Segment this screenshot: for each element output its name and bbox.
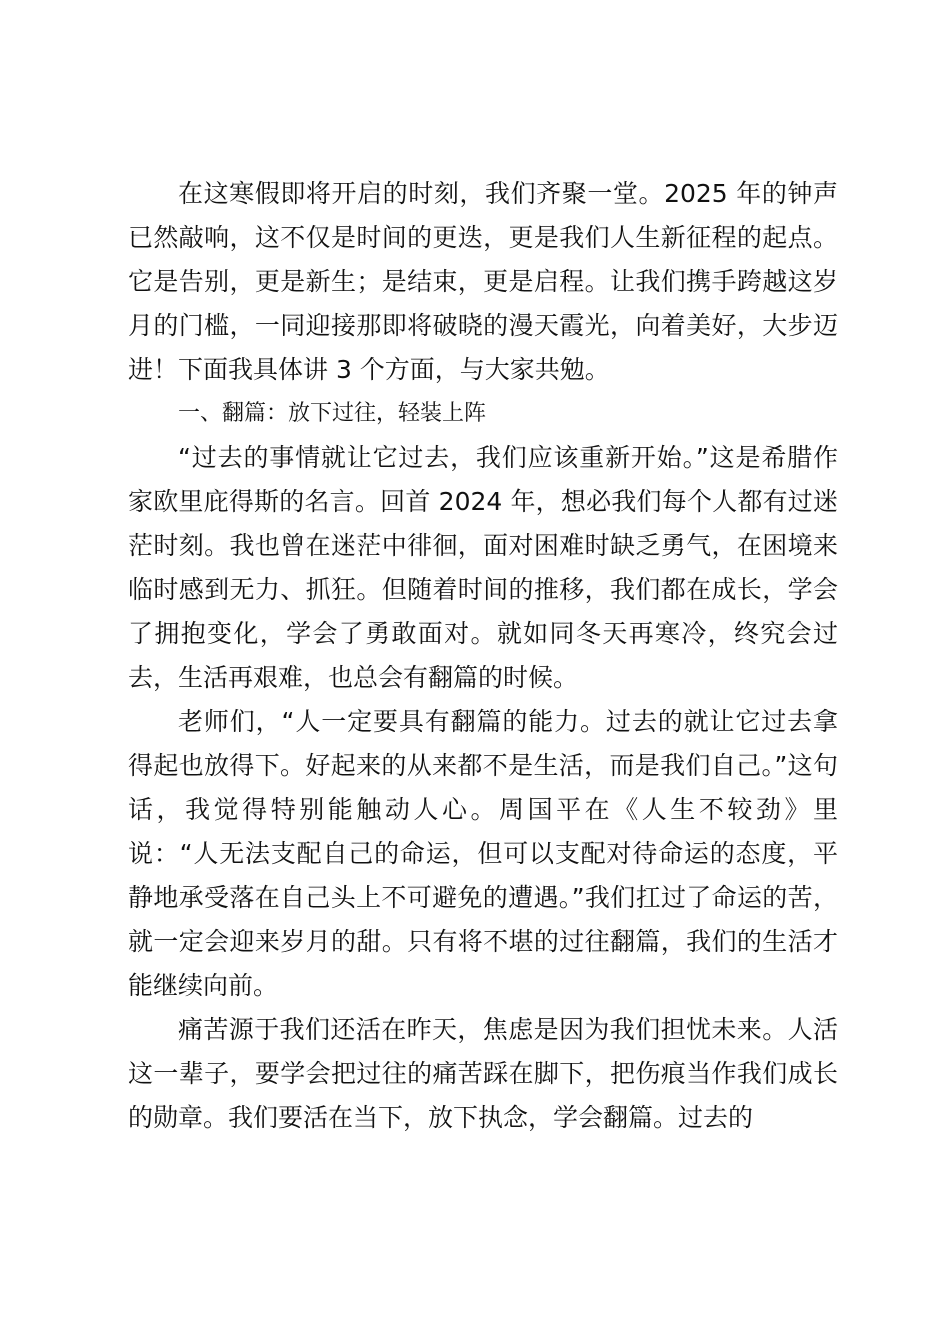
body-paragraph: “过去的事情就让它过去，我们应该重新开始。”这是希腊作家欧里庇得斯的名言。回首 2024 年，想必我们每个人都有过迷茫时刻。我也曾在迷茫中徘徊，面对困难时缺乏勇气，在困境来临时感到无力、抓狂。但随着时间的推移，我们都在成长，学会了拥抱变化，学会了勇敢面对。就如同冬天再寒冷，终究会过去，生活再艰难，也总会有翻篇的时候。 [128,443,838,692]
document-body [128,172,838,1140]
body-paragraph: 痛苦源于我们还活在昨天，焦虑是因为我们担忧未来。人活这一辈子，要学会把过往的痛苦踩在脚下，把伤痕当作我们成长的勋章。我们要活在当下，放下执念，学会翻篇。过去的 [128,1015,838,1132]
section-heading: 一、翻篇：放下过往，轻装上阵 [178,401,487,426]
body-paragraph: 老师们，“人一定要具有翻篇的能力。过去的就让它过去拿得起也放得下。好起来的从来都不是生活，而是我们自己。”这句话，我觉得特别能触动人心。周国平在《人生不较劲》里说：“人无法支配自己的命运，但可以支配对待命运的态度，平静地承受落在自己头上不可避免的遭遇。”我们扛过了命运的苦，就一定会迎来岁月的甜。只有将不堪的过往翻篇，我们的生活才能继续向前。 [128,707,838,1000]
intro-paragraph: 在这寒假即将开启的时刻，我们齐聚一堂。2025 年的钟声已然敲响，这不仅是时间的更迭，更是我们人生新征程的起点。它是告别，更是新生；是结束，更是启程。让我们携手跨越这岁月的门槛，一同迎接那即将破晓的漫天霞光，向着美好，大步迈进！下面我具体讲 3 个方面，与大家共勉。 [128,179,838,384]
